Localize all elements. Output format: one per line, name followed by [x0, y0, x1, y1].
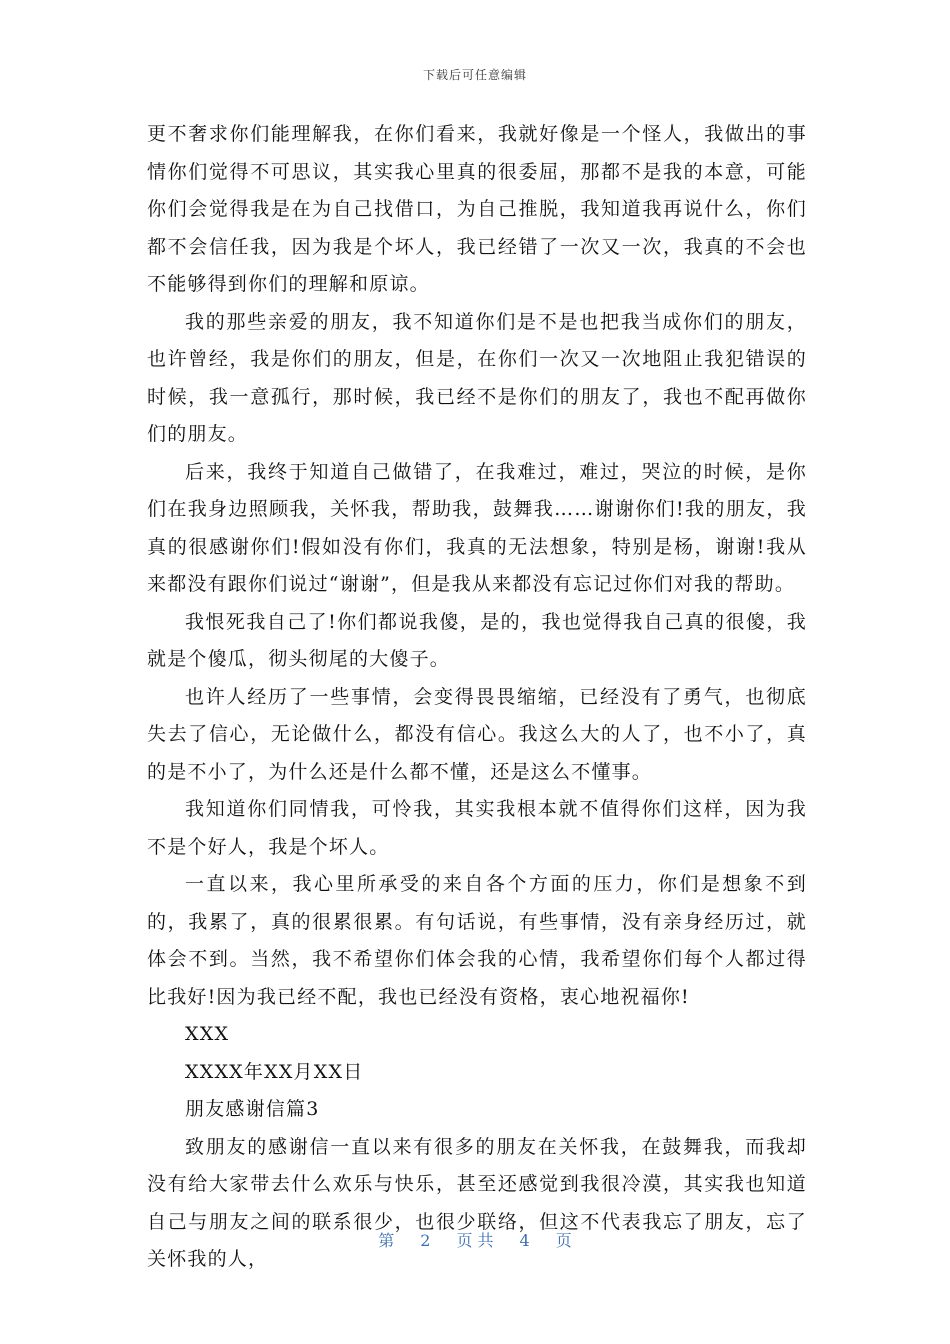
footer-total-pages: 4 [519, 1231, 530, 1250]
footer-label-total: 页 共 [456, 1231, 494, 1250]
signature-name: XXX [185, 1023, 230, 1045]
paragraph: 也许人经历了一些事情，会变得畏畏缩缩，已经没有了勇气，也彻底失去了信心，无论做什么，都没有信心。我这么大的人了，也不小了，真的是不小了，为什么还是什么都不懂，还是这么不懂事。 [147, 685, 807, 783]
paragraph: 致朋友的感谢信一直以来有很多的朋友在关怀我，在鼓舞我，而我却没有给大家带去什么欢乐与快乐，甚至还感觉到我很冷漠，其实我也知道自己与朋友之间的联系很少，也很少联络，但这不代表我忘了朋友，忘了关怀我的人， [147, 1135, 807, 1270]
section-heading: 朋友感谢信篇3 [185, 1098, 320, 1120]
footer-current-page: 2 [420, 1231, 431, 1250]
paragraph: 更不奢求你们能理解我，在你们看来，我就好像是一个怪人，我做出的事情你们觉得不可思议，其实我心里真的很委屈，那都不是我的本意，可能你们会觉得我是在为自己找借口，为自己推脱，我知道我再说什么，你们都不会信任我，因为我是个坏人，我已经错了一次又一次，我真的不会也不能够得到你们的理解和原谅。 [147, 123, 807, 295]
footer-label-page: 第 [378, 1231, 395, 1250]
footer-label-end: 页 [555, 1231, 572, 1250]
page-header: 下载后可任意编辑 [422, 68, 527, 82]
paragraph: 我恨死我自己了!你们都说我傻，是的，我也觉得我自己真的很傻，我就是个傻瓜，彻头彻尾的大傻子。 [147, 610, 807, 670]
paragraph: 我的那些亲爱的朋友，我不知道你们是不是也把我当成你们的朋友，也许曾经，我是你们的朋友，但是，在你们一次又一次地阻止我犯错误的时候，我一意孤行，那时候，我已经不是你们的朋友了，我也不配再做你们的朋友。 [147, 310, 807, 445]
paragraph: 我知道你们同情我，可怜我，其实我根本就不值得你们这样，因为我不是个好人，我是个坏人。 [147, 798, 807, 858]
paragraph: 一直以来，我心里所承受的来自各个方面的压力，你们是想象不到的，我累了，真的很累很累。有句话说，有些事情，没有亲身经历过，就体会不到。当然，我不希望你们体会我的心情，我希望你们每个人都过得比我好!因为我已经不配，我也已经没有资格，衷心地祝福你! [147, 873, 807, 1008]
page-footer [0, 1228, 950, 1251]
signature-date: XXXX年XX月XX日 [185, 1060, 364, 1083]
paragraph: 后来，我终于知道自己做错了，在我难过，难过，哭泣的时候，是你们在我身边照顾我，关怀我，帮助我，鼓舞我……谢谢你们!我的朋友，我真的很感谢你们!假如没有你们，我真的无法想象，特别是杨，谢谢!我从来都没有跟你们说过“谢谢”，但是我从来都没有忘记过你们对我的帮助。 [147, 460, 807, 595]
document-body [147, 116, 807, 1279]
